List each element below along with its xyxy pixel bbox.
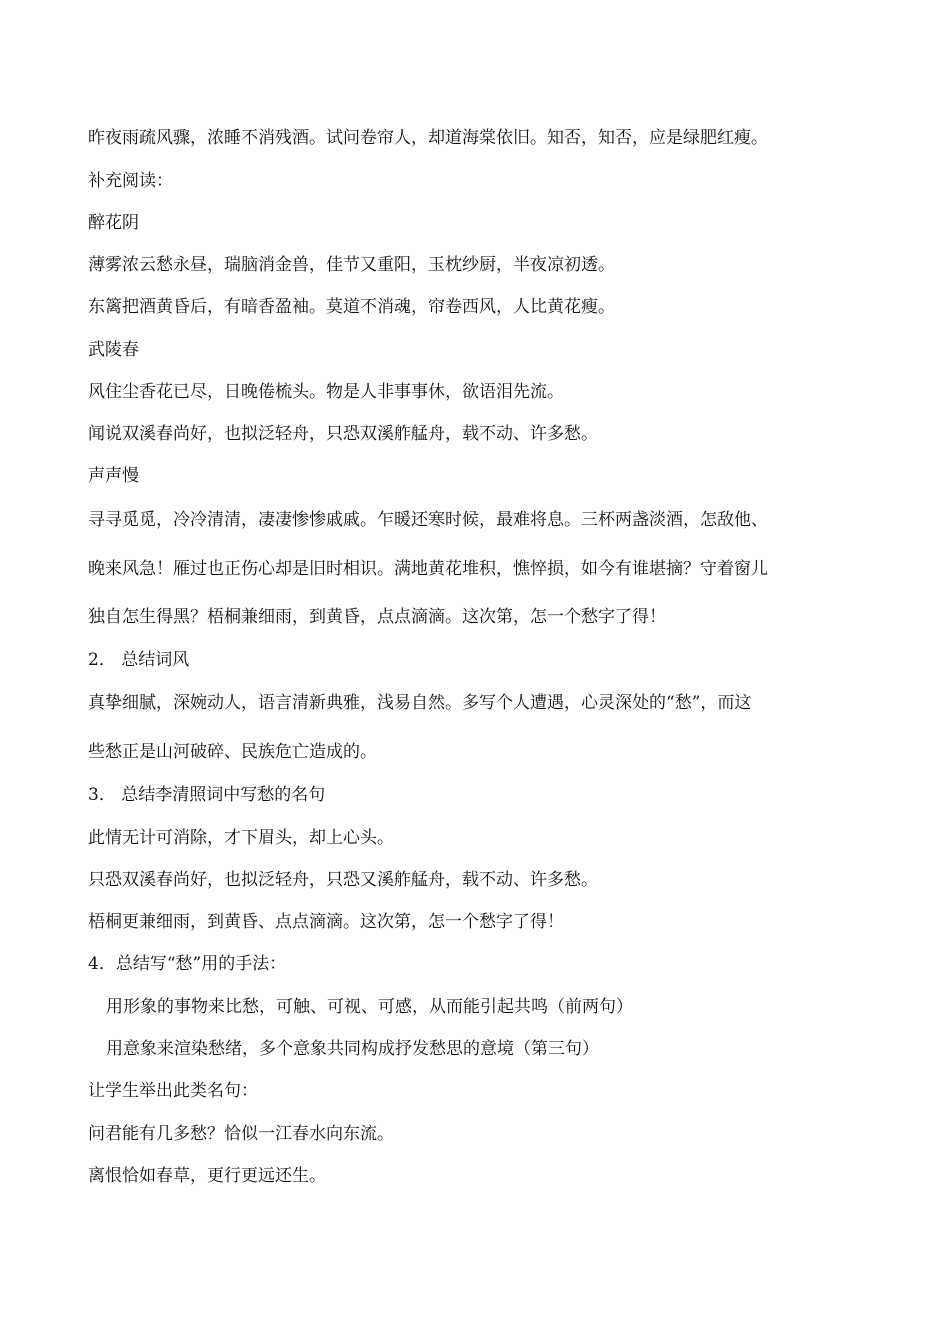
poem-line: 寻寻觅觅，冷冷清清，凄凄惨惨戚戚。乍暖还寒时候，最难将息。三杯两盏淡酒，怎敌他、 [88, 510, 768, 530]
quote-line: 只恐双溪春尚好，也拟泛轻舟，只恐又溪舴艋舟，载不动、许多愁。 [88, 870, 598, 890]
quote-line: 梧桐更兼细雨，到黄昏、点点滴滴。这次第，怎一个愁字了得！ [88, 912, 564, 932]
paragraph-line: 些愁正是山河破碎、民族危亡造成的。 [88, 742, 377, 762]
section-heading-famous-lines: 3． 总结李清照词中写愁的名句 [88, 785, 326, 805]
section-heading-style: 2． 总结词风 [88, 650, 190, 670]
example-quote: 问君能有几多愁？恰似一江春水向东流。 [88, 1124, 394, 1144]
student-prompt: 让学生举出此类名句： [88, 1081, 258, 1101]
poem-line: 薄雾浓云愁永昼，瑞脑消金兽，佳节又重阳，玉枕纱厨，半夜凉初透。 [88, 255, 615, 275]
supplementary-reading-label: 补充阅读： [88, 171, 173, 191]
technique-item: 用意象来渲染愁绪，多个意象共同构成抒发愁思的意境（第三句） [106, 1039, 599, 1059]
poem-line: 晚来风急！雁过也正伤心却是旧时相识。满地黄花堆积，憔悴损，如今有谁堪摘？守着窗儿 [88, 559, 768, 579]
poem-line: 风住尘香花已尽，日晚倦梳头。物是人非事事休，欲语泪先流。 [88, 382, 564, 402]
poem-title-wulingchun: 武陵春 [88, 340, 139, 360]
poem-line: 东篱把酒黄昏后，有暗香盈袖。莫道不消魂，帘卷西风，人比黄花瘦。 [88, 297, 615, 317]
paragraph-line: 真挚细腻，深婉动人，语言清新典雅，浅易自然。多写个人遭遇，心灵深处的“愁”，而这 [88, 693, 752, 713]
poem-line: 独自怎生得黑？梧桐兼细雨，到黄昏，点点滴滴。这次第，怎一个愁字了得！ [88, 607, 666, 627]
poem-line: 闻说双溪春尚好，也拟泛轻舟，只恐双溪舴艋舟，载不动、许多愁。 [88, 424, 598, 444]
poem-line-rumengling: 昨夜雨疏风骤，浓睡不消残酒。试问卷帘人，却道海棠依旧。知否，知否，应是绿肥红瘦。 [88, 128, 768, 148]
poem-title-shengshengman: 声声慢 [88, 466, 139, 486]
technique-item: 用形象的事物来比愁，可触、可视、可感，从而能引起共鸣（前两句） [106, 997, 633, 1017]
section-heading-techniques: 4．总结写“愁”用的手法： [88, 954, 287, 974]
poem-title-zuihuayin: 醉花阴 [88, 213, 139, 233]
quote-line: 此情无计可消除，才下眉头，却上心头。 [88, 828, 394, 848]
example-quote: 离恨恰如春草，更行更远还生。 [88, 1166, 326, 1186]
